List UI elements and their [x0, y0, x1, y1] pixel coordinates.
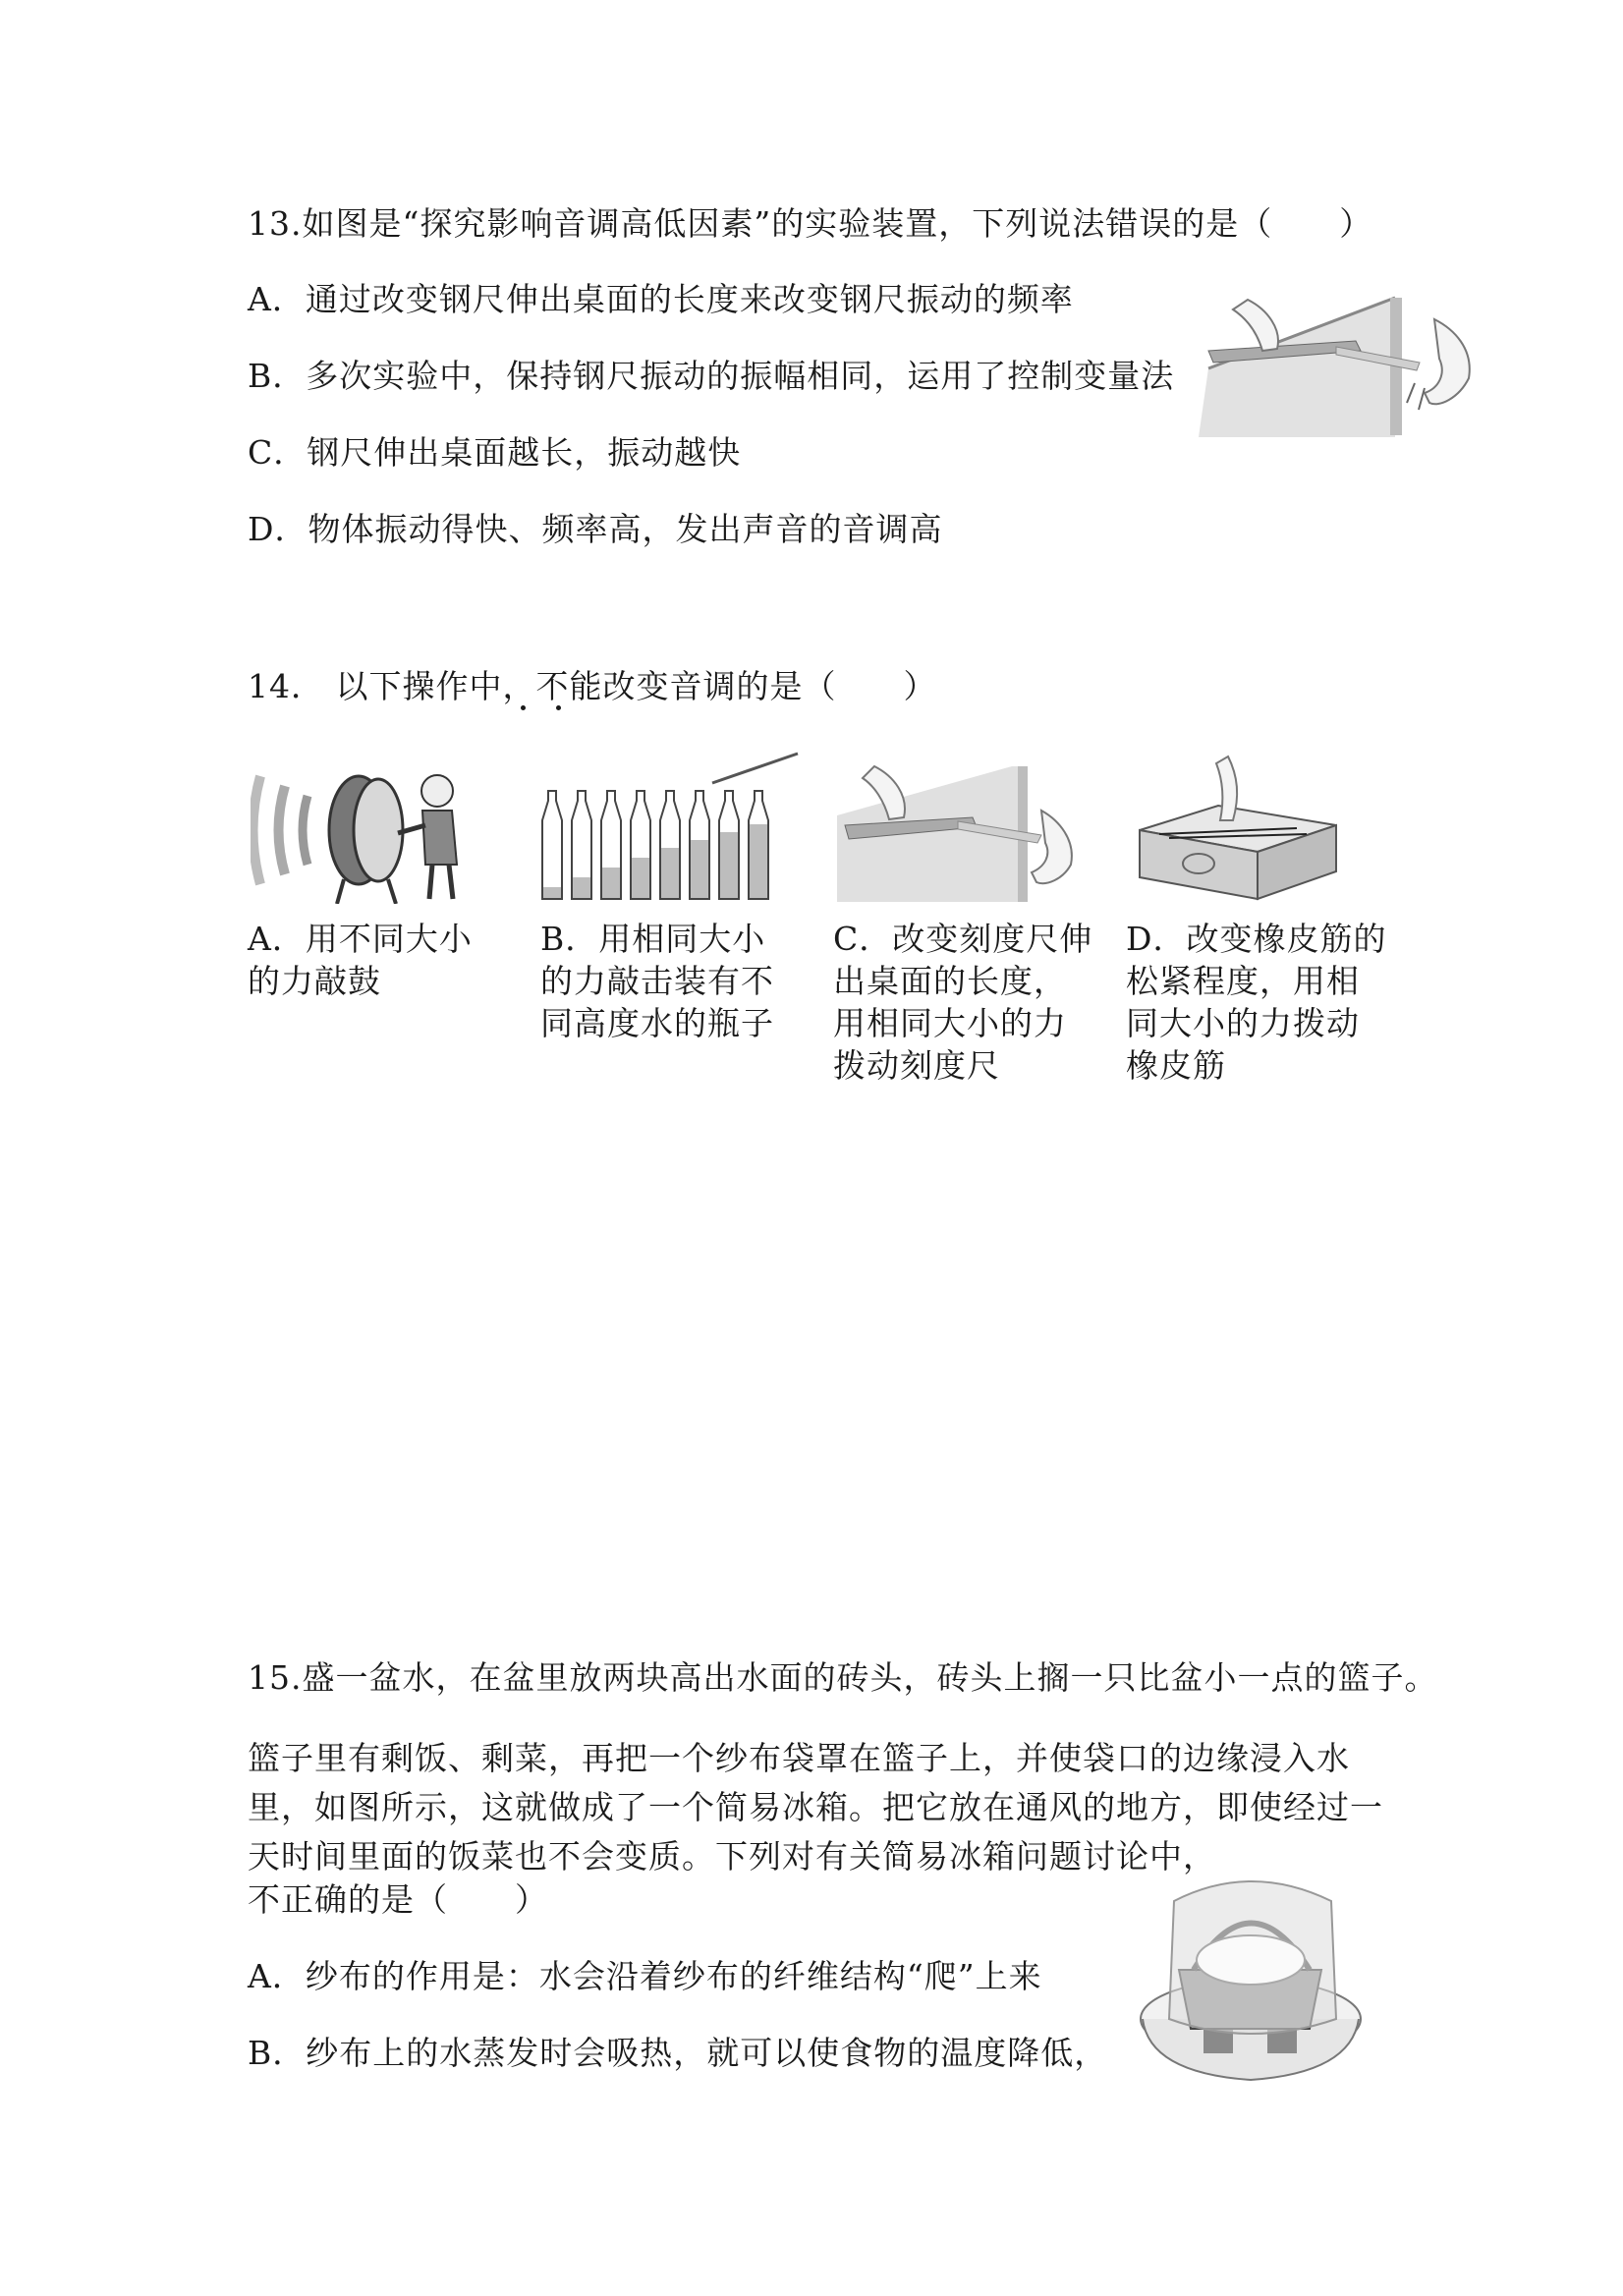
- drum-figure: [251, 756, 486, 904]
- q14-option-d: D．改变橡皮筋的松紧程度，用相同大小的力拨动橡皮筋: [1126, 920, 1387, 1085]
- basket-fridge-figure: [1135, 1862, 1371, 2088]
- emphasis-dot: [521, 705, 526, 710]
- q14-option-a: A．用不同大小的力敲鼓: [248, 920, 473, 1000]
- ruler-figure: [835, 756, 1081, 904]
- q13-option-d: D．物体振动得快、频率高，发出声音的音调高: [248, 510, 943, 548]
- q13-stem: 13.如图是“探究影响音调高低因素”的实验装置，下列说法错误的是（ ）: [248, 204, 1373, 243]
- ruler-on-table-figure: [1189, 290, 1483, 447]
- q15-stem-line1: 15.盛一盆水，在盆里放两块高出水面的砖头，砖头上搁一只比盆小一点的篮子。: [248, 1658, 1438, 1697]
- q14-option-c: C．改变刻度尺伸出桌面的长度，用相同大小的力拨动刻度尺: [833, 920, 1093, 1085]
- q15-stem-last: 不正确的是（ ）: [248, 1880, 548, 1919]
- emphasis-dot: [556, 705, 561, 710]
- q13-option-c: C．钢尺伸出桌面越长，振动越快: [248, 433, 742, 472]
- q13-option-a: A．通过改变钢尺伸出桌面的长度来改变钢尺振动的频率: [248, 280, 1074, 318]
- rubber-band-box-figure: [1130, 752, 1346, 904]
- bottles-figure: [540, 752, 801, 904]
- q14-option-b: B．用相同大小的力敲击装有不同高度水的瓶子: [540, 920, 774, 1042]
- q13-option-b: B．多次实验中，保持钢尺振动的振幅相同，运用了控制变量法: [248, 357, 1175, 395]
- q15-paragraph: 篮子里有剩饭、剩菜，再把一个纱布袋罩在篮子上，并使袋口的边缘浸入水里，如图所示，这就做成了一个简易冰箱。把它放在通风的地方，即使经过一天时间里面的饭菜也不会变质。下列对有关简易冰箱问题讨论中，: [248, 1739, 1383, 1876]
- q14-stem: 14． 以下操作中，不能改变音调的是（ ）: [248, 667, 937, 705]
- q15-option-a: A．纱布的作用是：水会沿着纱布的纤维结构“爬”上来: [248, 1957, 1042, 1995]
- q15-option-b: B．纱布上的水蒸发时会吸热，就可以使食物的温度降低，: [248, 2034, 1108, 2072]
